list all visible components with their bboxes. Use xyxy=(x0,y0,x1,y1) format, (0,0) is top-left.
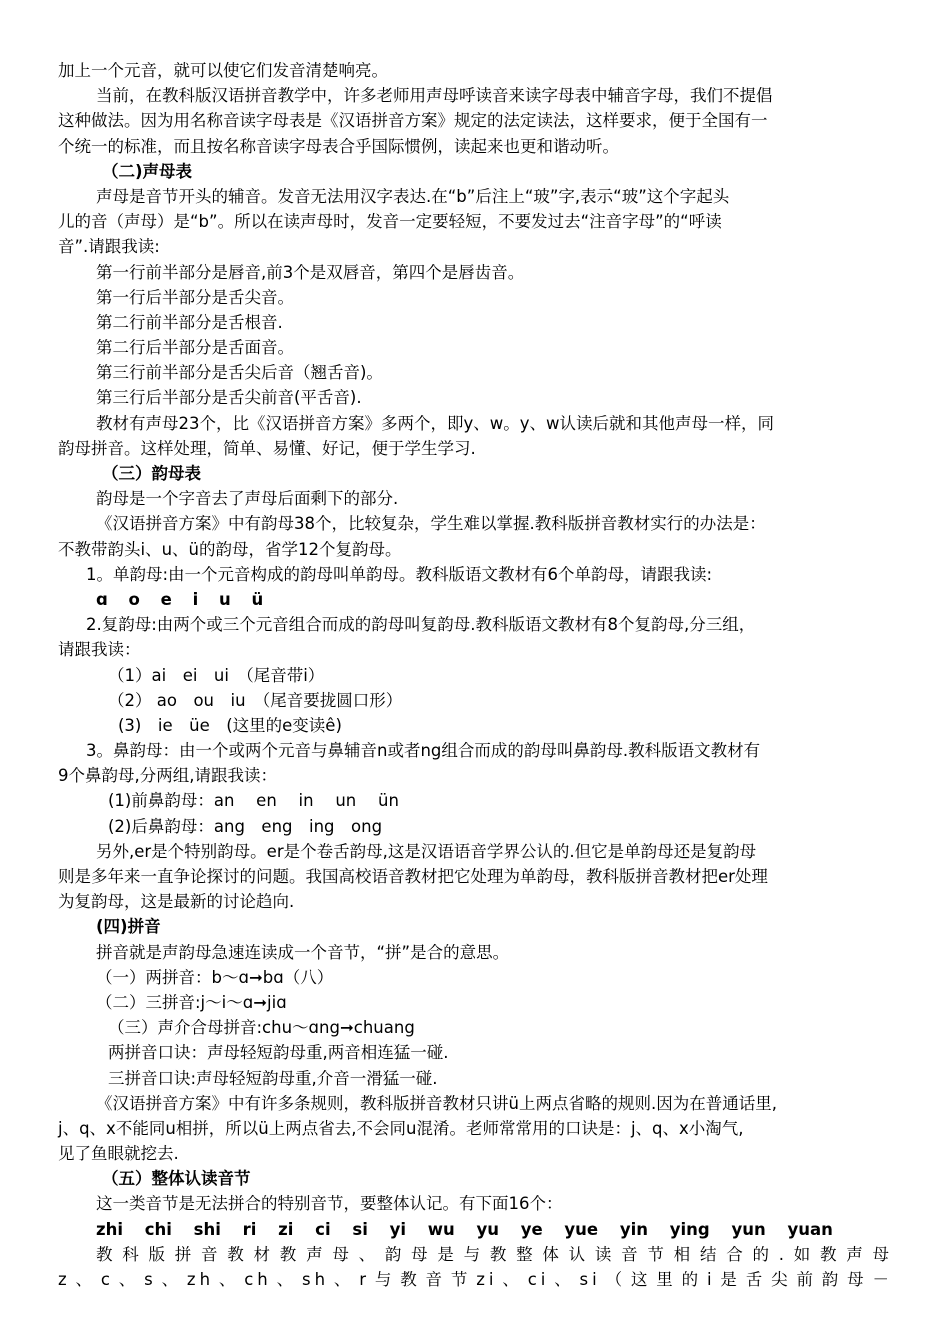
pinyin-group: （2） ao ou iu （尾音要拢圆口形） xyxy=(108,690,403,710)
text-line: 第二行前半部分是舌根音. xyxy=(96,312,283,332)
list-item: 1。单韵母:由一个元音构成的韵母叫单韵母。教科版语文教材有6个单韵母，请跟我读: xyxy=(86,564,713,584)
text-line: 请跟我读： xyxy=(58,640,141,660)
paragraph-start: 《汉语拼音方案》中有韵母38个，比较复杂，学生难以掌握.教科版拼音教材实行的办法是： xyxy=(96,514,766,534)
text-line: 第一行前半部分是唇音,前3个是双唇音，第四个是唇齿音。 xyxy=(96,262,525,282)
text-line: 音”.请跟我读: xyxy=(58,237,160,257)
text-line: z、c、s、zh、ch、sh、r与教音节zi、ci、si（这里的i是舌尖前韵母－ xyxy=(58,1270,893,1289)
pinyin-group: （1）ai ei ui （尾音带i） xyxy=(108,665,325,685)
section-heading: （三）韵母表 xyxy=(102,464,201,483)
text-line: 为复韵母，这是最新的讨论趋向. xyxy=(58,892,295,912)
pinyin-group: (1)前鼻韵母：an en in un ün xyxy=(108,791,399,811)
paragraph-start: 教材有声母23个，比《汉语拼音方案》多两个，即y、w。y、w认读后就和其他声母一样，同 xyxy=(96,413,775,433)
pinyin-group: (2)后鼻韵母：ang eng ing ong xyxy=(108,816,383,836)
list-item: 3。鼻韵母：由一个或两个元音与鼻辅音n或者ng组合而成的韵母叫鼻韵母.教科版语文教材有 xyxy=(86,741,761,761)
section-heading: (四)拼音 xyxy=(96,917,161,937)
paragraph-start: 拼音就是声韵母急速连读成一个音节，“拼”是合的意思。 xyxy=(96,942,510,962)
text-line: 韵母拼音。这样处理，简单、易懂、好记，便于学生学习. xyxy=(58,438,476,458)
text-line: j、q、x不能同u相拼，所以ü上两点省去,不会同u混淆。老师常常用的口诀是：j、q、x小淘气, xyxy=(58,1118,744,1138)
list-item: 2.复韵母:由两个或三个元音组合而成的韵母叫复韵母.教科版语文教材有8个复韵母,分三组， xyxy=(86,615,756,635)
list-item: （三）声介合母拼音:chu～ɑng➞chuang xyxy=(108,1018,415,1038)
section-heading: （二)声母表 xyxy=(102,161,193,181)
text-line: 见了鱼眼就挖去. xyxy=(58,1144,179,1164)
section-heading: （五）整体认读音节 xyxy=(102,1169,251,1189)
paragraph-start: 这一类音节是无法拼合的特别音节，要整体认记。有下面16个： xyxy=(96,1194,563,1214)
text-line: 加上一个元音，就可以使它们发音清楚响亮。 xyxy=(58,61,388,80)
text-line: 第三行后半部分是舌尖前音(平舌音). xyxy=(96,388,362,408)
text-line: 第二行后半部分是舌面音。 xyxy=(96,338,294,358)
text-line: 第一行后半部分是舌尖音。 xyxy=(96,287,294,307)
paragraph-start: 《汉语拼音方案》中有许多条规则，教科版拼音教材只讲ü上两点省略的规则.因为在普通话里, xyxy=(96,1093,777,1113)
paragraph-start: 教科版拼音教材教声母、韵母是与教整体认读音节相结合的.如教声母 xyxy=(96,1244,893,1264)
text-line: 则是多年来一直争论探讨的问题。我国高校语音教材把它处理为单韵母，教科版拼音教材把er处理 xyxy=(58,867,768,886)
paragraph-start: 声母是音节开头的辅音。发音无法用汉字表达.在“b”后注上“玻”字,表示“玻”这个字起头 xyxy=(96,186,730,206)
list-item: （一）两拼音：b～ɑ➞bɑ（八） xyxy=(96,967,334,987)
paragraph-start: 韵母是一个字音去了声母后面剩下的部分. xyxy=(96,489,399,509)
text-line: 两拼音口诀：声母轻短韵母重,两音相连猛一碰. xyxy=(108,1043,449,1063)
pinyin-line: ɑ o e i u ü xyxy=(96,589,264,609)
list-item: （二）三拼音:j～i～ɑ➞jiɑ xyxy=(96,992,287,1012)
text-line: 这种做法。因为用名称音读字母表是《汉语拼音方案》规定的法定读法，这样要求，便于全国有一 xyxy=(58,111,768,131)
text-line: 第三行前半部分是舌尖后音（翘舌音)。 xyxy=(96,363,383,383)
text-line: 9个鼻韵母,分两组,请跟我读： xyxy=(58,766,277,786)
pinyin-group: (3) ie üe (这里的e变读ê) xyxy=(118,715,342,735)
text-line: 个统一的标准，而且按名称音读字母表合乎国际惯例，读起来也更和谐动听。 xyxy=(58,136,619,156)
paragraph-start: 另外,er是个特别韵母。er是个卷舌韵母,这是汉语语音学界公认的.但它是单韵母还是复韵母 xyxy=(96,841,757,861)
pinyin-line: zhi chi shi ri zi ci si yi wu yu ye yue yin ying yun yuan xyxy=(96,1219,833,1239)
paragraph-start: 当前，在教科版汉语拼音教学中，许多老师用声母呼读音来读字母表中辅音字母，我们不提倡 xyxy=(96,86,773,106)
text-line: 不教带韵头i、u、ü的韵母，省学12个复韵母。 xyxy=(58,539,402,559)
document-page xyxy=(58,58,893,1292)
text-line: 儿的音（声母）是“b”。所以在读声母时，发音一定要轻短，不要发过去“注音字母”的“呼读 xyxy=(58,212,722,232)
text-line: 三拼音口诀:声母轻短韵母重,介音一滑猛一碰. xyxy=(108,1068,438,1088)
